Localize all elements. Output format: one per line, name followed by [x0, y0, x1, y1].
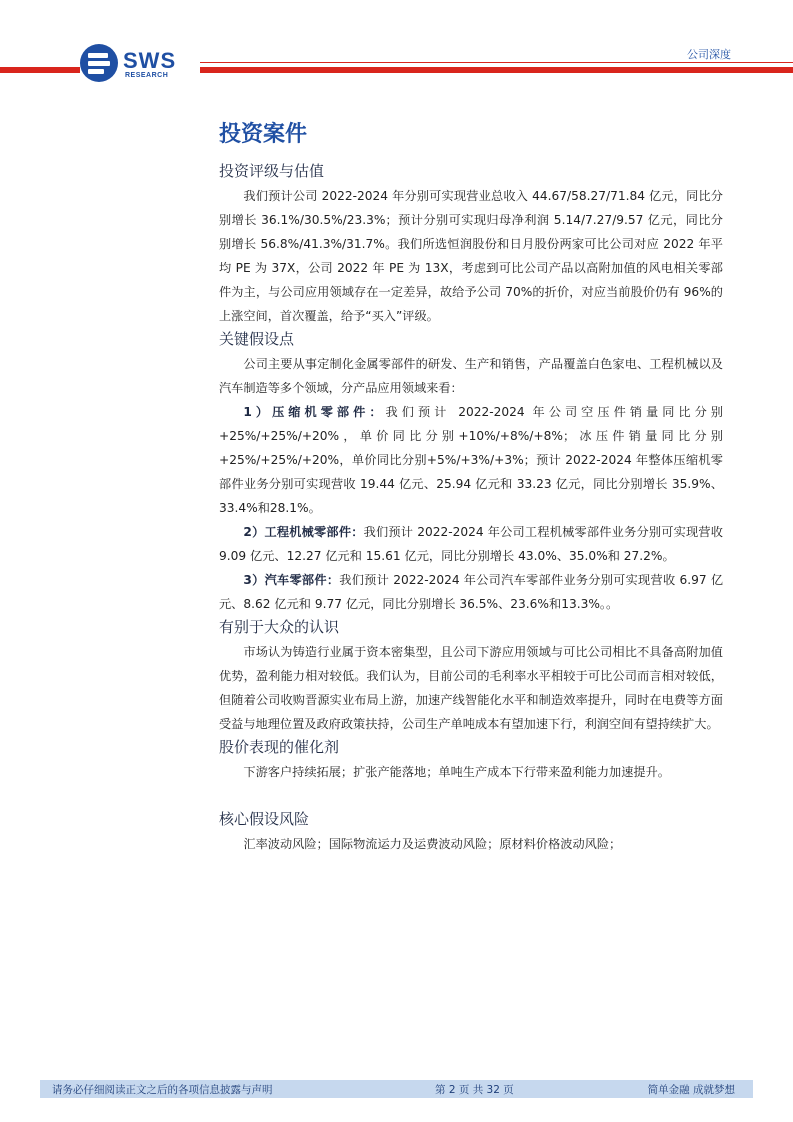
different-paragraph: 市场认为铸造行业属于资本密集型，且公司下游应用领域与可比公司相比不具备高附加值优势，盈利能力相对较低。我们认为，目前公司的毛利率水平相较于可比公司而言相对较低，但随着公司收购晋源实业布局上游，加速产线智能化水平和制造效率提升，同时在电费等方面受益与地理位置及政府政策扶持，公司生产单吨成本有望加速下行，利润空间有望持续扩大。	[219, 645, 723, 731]
section-heading-risk: 核心假设风险	[219, 810, 310, 828]
assumption-text: 我们预计 2022-2024 年公司空压件销量同比分别+25%/+25%/+20%，单价同比分别+10%/+8%/+8%；冰压件销量同比分别+25%/+25%/+20%，单价同比分别+5%/+3%/+3%；预计 2022-2024 年整体压缩机零部件业务分别可实现营收 19.44 亿元、25.94 亿元和 33.23 亿元，同比分别增长 35.9%、33.4%和28.1%。	[219, 405, 723, 515]
assumption-item-auto	[219, 568, 723, 616]
assumption-item-machinery	[219, 520, 723, 568]
logo-text: SWS	[123, 48, 177, 73]
section-heading-assumptions: 关键假设点	[219, 330, 295, 348]
header-rule-left	[0, 67, 80, 73]
assumption-label: 1）压缩机零部件：	[243, 405, 386, 419]
main-content	[219, 120, 723, 856]
section-heading-catalyst: 股价表现的催化剂	[219, 738, 340, 756]
footer-disclaimer: 请务必仔细阅读正文之后的各项信息披露与声明	[52, 1084, 273, 1096]
catalyst-paragraph: 下游客户持续拓展；扩张产能落地；单吨生产成本下行带来盈利能力加速提升。	[243, 765, 670, 779]
header-rule-thin	[200, 62, 793, 63]
section-heading-different: 有别于大众的认识	[219, 618, 340, 636]
doc-type-label: 公司深度	[687, 48, 731, 61]
footer-page-number: 第 2 页 共 32 页	[435, 1084, 514, 1096]
assumption-text: 我们预计 2022-2024 年公司工程机械零部件业务分别可实现营收 9.09 亿元、12.27 亿元和 15.61 亿元，同比分别增长 43.0%、35.0%和 27.2%。	[219, 525, 723, 563]
assumption-item-compressor	[219, 400, 723, 520]
page-footer	[40, 1080, 753, 1098]
page-title: 投资案件	[219, 122, 308, 147]
risk-paragraph: 汇率波动风险；国际物流运力及运费波动风险；原材料价格波动风险；	[243, 837, 622, 851]
footer-slogan: 简单金融 成就梦想	[647, 1084, 735, 1096]
rating-paragraph: 我们预计公司 2022-2024 年分别可实现营业总收入 44.67/58.27/71.84 亿元，同比分别增长 36.1%/30.5%/23.3%；预计分别可实现归母净利润 5.14/7.27/9.57 亿元，同比分别增长 56.8%/41.3%/31.7%。我们所选恒润股份和日月股份两家可比公司对应 2022 年平均 PE 为 37X，公司 2022 年 PE 为 13X，考虑到可比公司产品以高附加值的风电相关零部件为主，与公司应用领域存在一定差异，故给予公司 70%的折价，对应当前股价仍有 96%的上涨空间，首次覆盖，给予“买入”评级。	[219, 189, 723, 323]
logo-mark-icon	[80, 44, 118, 82]
assumption-text: 我们预计 2022-2024 年公司汽车零部件业务分别可实现营收 6.97 亿元、8.62 亿元和 9.77 亿元，同比分别增长 36.5%、23.6%和13.3%。。	[219, 573, 724, 611]
assumptions-intro: 公司主要从事定制化金属零部件的研发、生产和销售，产品覆盖白色家电、工程机械以及汽车制造等多个领域，分产品应用领域来看：	[219, 357, 723, 395]
header-rule-right	[200, 67, 793, 73]
section-heading-rating: 投资评级与估值	[219, 162, 325, 180]
assumption-label: 2）工程机械零部件：	[243, 525, 364, 539]
assumption-label: 3）汽车零部件：	[243, 573, 340, 587]
sws-logo	[80, 44, 190, 84]
logo-subtext: RESEARCH	[125, 72, 169, 79]
